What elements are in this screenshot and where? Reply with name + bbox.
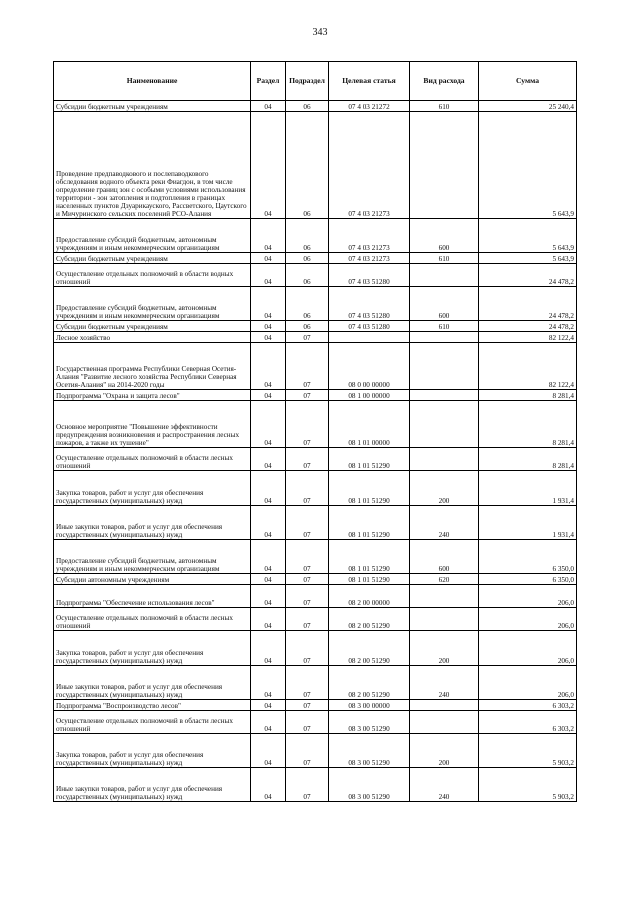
cell-target: 07 4 03 21273 <box>329 253 410 264</box>
cell-target: 08 2 00 51290 <box>329 666 410 700</box>
cell-section: 04 <box>251 768 286 802</box>
cell-expense-type: 610 <box>410 321 479 332</box>
cell-sum: 6 303,2 <box>479 700 577 711</box>
table-row <box>54 101 577 112</box>
cell-section: 04 <box>251 471 286 506</box>
cell-name: Подпрограмма "Воспроизводство лесов" <box>54 700 251 711</box>
cell-expense-type: 610 <box>410 253 479 264</box>
cell-sum: 82 122,4 <box>479 332 577 343</box>
header-name: Наименование <box>54 62 251 101</box>
table-row <box>54 666 577 700</box>
cell-sum: 24 478,2 <box>479 287 577 321</box>
cell-section: 04 <box>251 321 286 332</box>
cell-sum: 6 350,0 <box>479 540 577 574</box>
cell-subsection: 07 <box>286 540 329 574</box>
cell-subsection: 06 <box>286 112 329 219</box>
cell-name: Осуществление отдельных полномочий в области лесных отношений <box>54 448 251 471</box>
table-row <box>54 506 577 540</box>
cell-sum: 5 903,2 <box>479 768 577 802</box>
cell-sum: 1 931,4 <box>479 506 577 540</box>
cell-name: Субсидии бюджетным учреждениям <box>54 321 251 332</box>
table-row <box>54 631 577 666</box>
page-number: 343 <box>312 27 328 38</box>
cell-subsection: 07 <box>286 631 329 666</box>
cell-expense-type: 200 <box>410 631 479 666</box>
table-row <box>54 321 577 332</box>
cell-name: Предоставление субсидий бюджетным, автономным учреждениям и иным некоммерческим организациям <box>54 219 251 253</box>
cell-name: Подпрограмма "Обеспечение использования лесов" <box>54 585 251 608</box>
cell-name: Субсидии бюджетным учреждениям <box>54 253 251 264</box>
cell-name: Лесное хозяйство <box>54 332 251 343</box>
cell-sum: 24 478,2 <box>479 321 577 332</box>
header-target: Целевая статья <box>329 62 410 101</box>
cell-subsection: 07 <box>286 608 329 631</box>
cell-name: Субсидии бюджетным учреждениям <box>54 101 251 112</box>
budget-table <box>53 61 577 802</box>
cell-target: 08 1 01 51290 <box>329 471 410 506</box>
table-row <box>54 448 577 471</box>
cell-sum: 1 931,4 <box>479 471 577 506</box>
cell-target: 08 1 01 51290 <box>329 574 410 585</box>
cell-subsection: 07 <box>286 700 329 711</box>
cell-subsection: 07 <box>286 343 329 390</box>
cell-section: 04 <box>251 574 286 585</box>
cell-subsection: 07 <box>286 448 329 471</box>
table-row <box>54 112 577 219</box>
cell-section: 04 <box>251 112 286 219</box>
cell-sum: 5 643,9 <box>479 112 577 219</box>
table-row <box>54 390 577 401</box>
cell-section: 04 <box>251 343 286 390</box>
table-row <box>54 287 577 321</box>
cell-target: 07 4 03 51280 <box>329 287 410 321</box>
cell-target: 07 4 03 21272 <box>329 101 410 112</box>
cell-target: 08 2 00 00000 <box>329 585 410 608</box>
cell-subsection: 06 <box>286 219 329 253</box>
cell-expense-type <box>410 711 479 734</box>
cell-sum: 5 643,9 <box>479 253 577 264</box>
cell-expense-type: 200 <box>410 734 479 768</box>
cell-name: Подпрограмма "Охрана и защита лесов" <box>54 390 251 401</box>
cell-expense-type <box>410 390 479 401</box>
cell-sum: 5 643,9 <box>479 219 577 253</box>
cell-section: 04 <box>251 506 286 540</box>
cell-target <box>329 332 410 343</box>
cell-expense-type: 240 <box>410 666 479 700</box>
cell-expense-type <box>410 448 479 471</box>
cell-name: Осуществление отдельных полномочий в области водных отношений <box>54 264 251 287</box>
cell-expense-type: 620 <box>410 574 479 585</box>
cell-section: 04 <box>251 540 286 574</box>
cell-section: 04 <box>251 448 286 471</box>
table-row <box>54 401 577 448</box>
cell-section: 04 <box>251 631 286 666</box>
cell-name: Осуществление отдельных полномочий в области лесных отношений <box>54 608 251 631</box>
cell-sum: 82 122,4 <box>479 343 577 390</box>
cell-name: Осуществление отдельных полномочий в области лесных отношений <box>54 711 251 734</box>
cell-section: 04 <box>251 608 286 631</box>
cell-sum: 206,0 <box>479 608 577 631</box>
cell-subsection: 07 <box>286 734 329 768</box>
cell-subsection: 07 <box>286 401 329 448</box>
cell-subsection: 06 <box>286 264 329 287</box>
cell-name: Государственная программа Республики Северная Осетия-Алания "Развитие лесного хозяйства Республики Северная Осетия-Алания" на 2014-2020 годы <box>54 343 251 390</box>
cell-target: 08 3 00 51290 <box>329 768 410 802</box>
cell-name: Закупка товаров, работ и услуг для обеспечения государственных (муниципальных) нужд <box>54 734 251 768</box>
cell-expense-type: 200 <box>410 471 479 506</box>
cell-name: Закупка товаров, работ и услуг для обеспечения государственных (муниципальных) нужд <box>54 631 251 666</box>
cell-sum: 5 903,2 <box>479 734 577 768</box>
cell-sum: 206,0 <box>479 666 577 700</box>
cell-expense-type <box>410 343 479 390</box>
table-row <box>54 734 577 768</box>
cell-target: 08 2 00 51290 <box>329 608 410 631</box>
header-subsection: Подраздел <box>286 62 329 101</box>
cell-section: 04 <box>251 390 286 401</box>
table-row <box>54 700 577 711</box>
cell-section: 04 <box>251 264 286 287</box>
cell-target: 08 3 00 51290 <box>329 734 410 768</box>
cell-sum: 8 281,4 <box>479 401 577 448</box>
cell-name: Закупка товаров, работ и услуг для обеспечения государственных (муниципальных) нужд <box>54 471 251 506</box>
cell-subsection: 07 <box>286 574 329 585</box>
cell-target: 08 1 01 00000 <box>329 401 410 448</box>
table-row <box>54 253 577 264</box>
table-row <box>54 471 577 506</box>
cell-target: 07 4 03 51280 <box>329 264 410 287</box>
cell-target: 08 1 01 51290 <box>329 506 410 540</box>
cell-target: 07 4 03 51280 <box>329 321 410 332</box>
cell-target: 08 1 00 00000 <box>329 390 410 401</box>
cell-section: 04 <box>251 585 286 608</box>
cell-section: 04 <box>251 101 286 112</box>
cell-expense-type: 240 <box>410 768 479 802</box>
cell-target: 08 1 01 51290 <box>329 540 410 574</box>
cell-name: Предоставление субсидий бюджетным, автономным учреждениям и иным некоммерческим организациям <box>54 287 251 321</box>
table-row <box>54 540 577 574</box>
cell-section: 04 <box>251 700 286 711</box>
table-row <box>54 585 577 608</box>
cell-section: 04 <box>251 666 286 700</box>
cell-subsection: 07 <box>286 390 329 401</box>
cell-expense-type: 240 <box>410 506 479 540</box>
cell-expense-type: 600 <box>410 287 479 321</box>
cell-sum: 8 281,4 <box>479 390 577 401</box>
cell-subsection: 07 <box>286 666 329 700</box>
cell-sum: 206,0 <box>479 585 577 608</box>
cell-subsection: 07 <box>286 471 329 506</box>
cell-subsection: 06 <box>286 101 329 112</box>
table-row <box>54 343 577 390</box>
cell-target: 07 4 03 21273 <box>329 112 410 219</box>
cell-target: 08 2 00 51290 <box>329 631 410 666</box>
table-header-row <box>54 62 577 101</box>
cell-target: 08 3 00 51290 <box>329 711 410 734</box>
cell-subsection: 06 <box>286 253 329 264</box>
cell-section: 04 <box>251 734 286 768</box>
cell-subsection: 07 <box>286 711 329 734</box>
cell-section: 04 <box>251 332 286 343</box>
cell-sum: 24 478,2 <box>479 264 577 287</box>
cell-section: 04 <box>251 287 286 321</box>
table-row <box>54 219 577 253</box>
cell-section: 04 <box>251 401 286 448</box>
cell-name: Иные закупки товаров, работ и услуг для обеспечения государственных (муниципальных) нужд <box>54 768 251 802</box>
cell-name: Предоставление субсидий бюджетным, автономным учреждениям и иным некоммерческим организациям <box>54 540 251 574</box>
cell-target: 08 3 00 00000 <box>329 700 410 711</box>
cell-subsection: 07 <box>286 332 329 343</box>
table-row <box>54 608 577 631</box>
cell-sum: 6 303,2 <box>479 711 577 734</box>
table-row <box>54 711 577 734</box>
cell-expense-type: 610 <box>410 101 479 112</box>
cell-sum: 25 240,4 <box>479 101 577 112</box>
table-row <box>54 264 577 287</box>
header-sum: Сумма <box>479 62 577 101</box>
cell-sum: 6 350,0 <box>479 574 577 585</box>
table-row <box>54 332 577 343</box>
cell-section: 04 <box>251 253 286 264</box>
cell-name: Иные закупки товаров, работ и услуг для обеспечения государственных (муниципальных) нужд <box>54 666 251 700</box>
cell-name: Проведение предпаводкового и послепаводкового обследования водного объекта реки Фиагдон, в том числе определение границ зон с особыми условиями использования территории - зон затопления и подтопления в границах населенных пунктов Дзуарикауского, Рассветского, Цаутского и Мичуринского сельских поселений РСО-Алания <box>54 112 251 219</box>
cell-expense-type <box>410 264 479 287</box>
cell-subsection: 07 <box>286 585 329 608</box>
cell-expense-type <box>410 332 479 343</box>
table-row <box>54 574 577 585</box>
cell-expense-type <box>410 112 479 219</box>
cell-expense-type <box>410 585 479 608</box>
cell-name: Иные закупки товаров, работ и услуг для обеспечения государственных (муниципальных) нужд <box>54 506 251 540</box>
cell-subsection: 07 <box>286 768 329 802</box>
cell-expense-type <box>410 700 479 711</box>
cell-expense-type <box>410 401 479 448</box>
header-section: Раздел <box>251 62 286 101</box>
cell-sum: 206,0 <box>479 631 577 666</box>
table-row <box>54 768 577 802</box>
cell-target: 07 4 03 21273 <box>329 219 410 253</box>
cell-expense-type: 600 <box>410 219 479 253</box>
cell-subsection: 06 <box>286 321 329 332</box>
cell-sum: 8 281,4 <box>479 448 577 471</box>
cell-subsection: 07 <box>286 506 329 540</box>
cell-section: 04 <box>251 711 286 734</box>
cell-name: Субсидии автономным учреждениям <box>54 574 251 585</box>
cell-expense-type: 600 <box>410 540 479 574</box>
cell-expense-type <box>410 608 479 631</box>
cell-name: Основное мероприятие "Повышение эффективности предупреждения возникновения и распространения лесных пожаров, а также их тушение" <box>54 401 251 448</box>
cell-subsection: 06 <box>286 287 329 321</box>
cell-section: 04 <box>251 219 286 253</box>
header-expense-type: Вид расхода <box>410 62 479 101</box>
cell-target: 08 1 01 51290 <box>329 448 410 471</box>
cell-target: 08 0 00 00000 <box>329 343 410 390</box>
